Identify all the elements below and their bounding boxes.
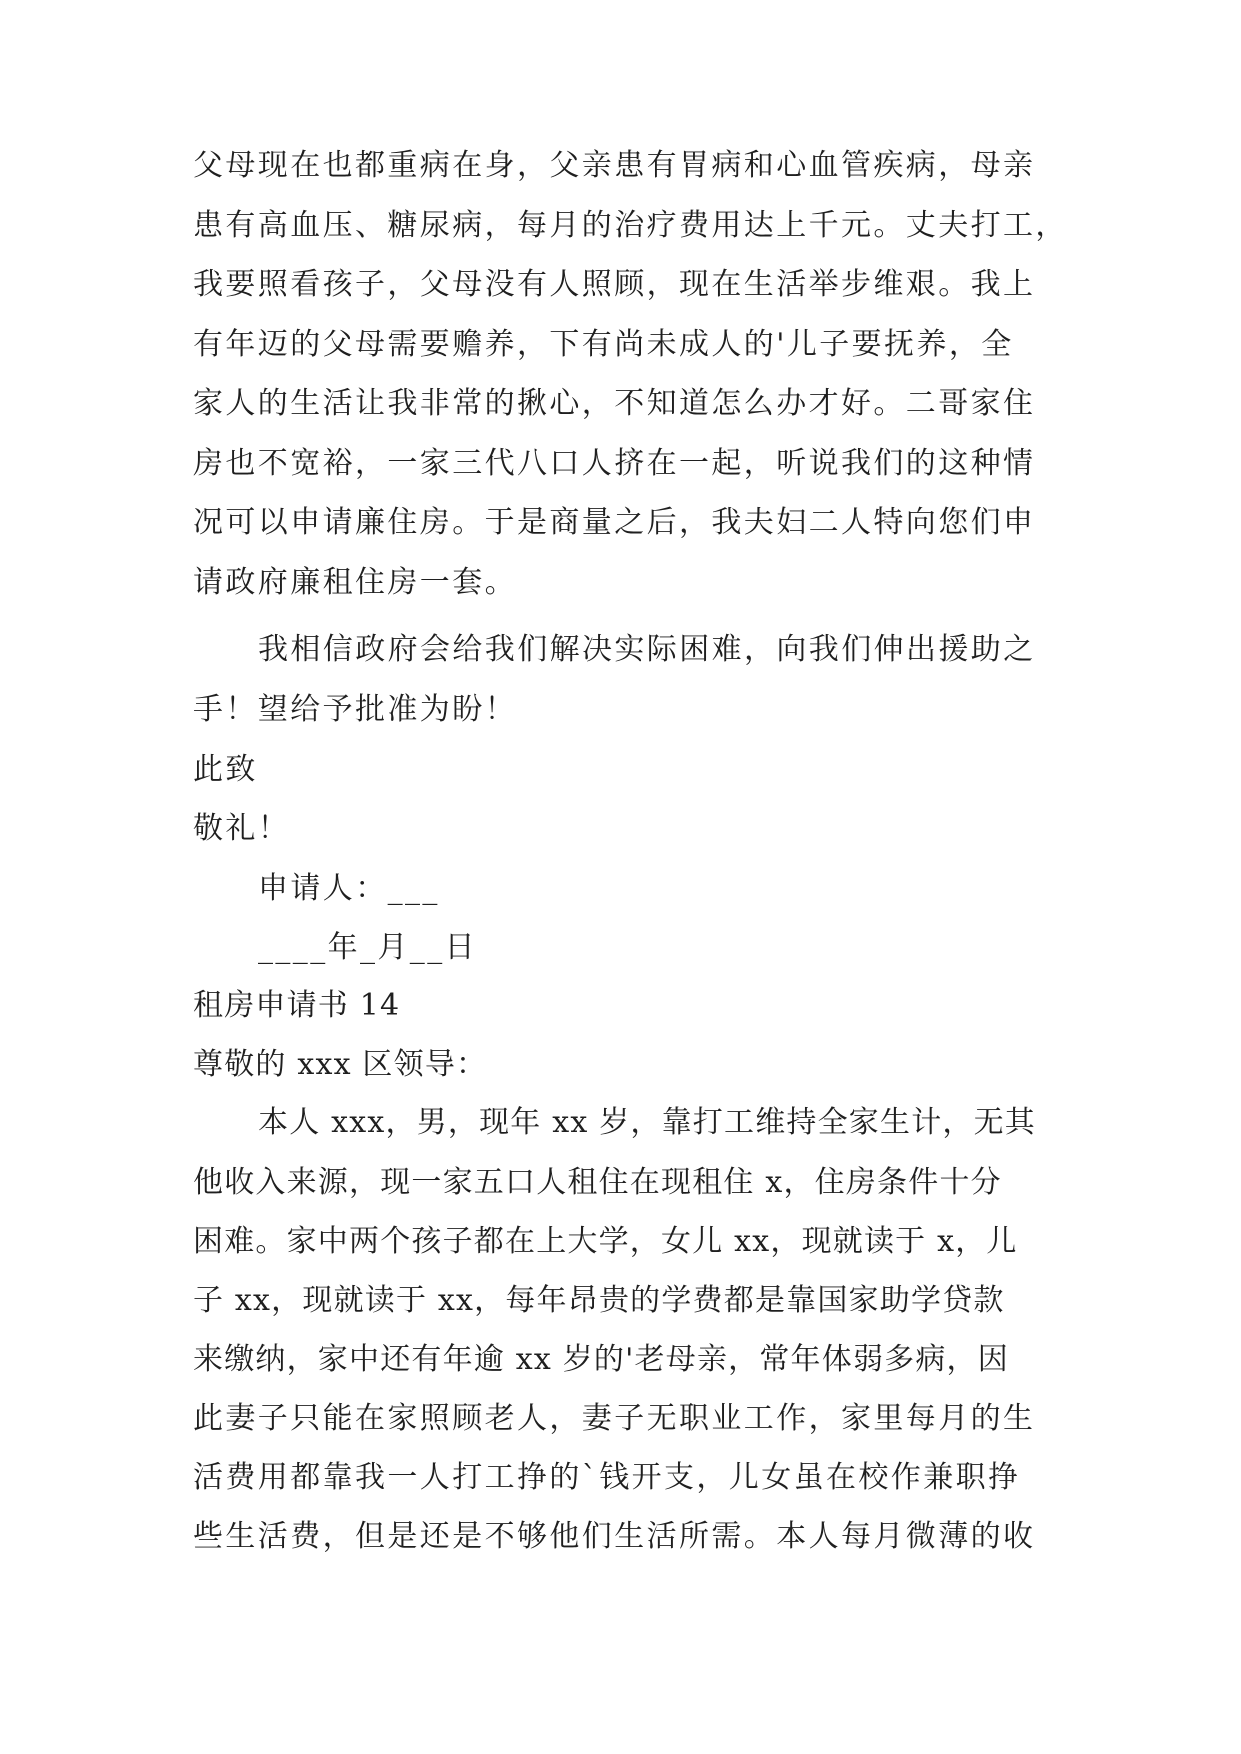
paragraph-line: 困难。家中两个孩子都在上大学，女儿 xx，现就读于 x，儿 (193, 1224, 1018, 1259)
closing-line: 敬礼！ (193, 811, 291, 846)
paragraph-line: 有年迈的父母需要赡养，下有尚未成人的'儿子要抚养，全 (193, 327, 1014, 362)
paragraph-line: 活费用都靠我一人打工挣的`钱开支，儿女虽在校作兼职挣 (193, 1460, 1021, 1495)
paragraph-line: 况可以申请廉住房。于是商量之后，我夫妇二人特向您们申 (193, 505, 1036, 540)
applicant-signature: 申请人：___ (258, 871, 440, 906)
paragraph-line: 患有高血压、糖尿病，每月的治疗费用达上千元。丈夫打工， (193, 208, 1068, 243)
paragraph-line: 家人的生活让我非常的揪心，不知道怎么办才好。二哥家住 (193, 386, 1036, 421)
salutation: 尊敬的 xxx 区领导： (193, 1047, 488, 1082)
section-title: 租房申请书 14 (193, 988, 401, 1023)
paragraph-line: 手！望给予批准为盼！ (193, 692, 517, 727)
paragraph-line: 子 xx，现就读于 xx，每年昂贵的学费都是靠国家助学贷款 (193, 1283, 1005, 1318)
closing-line: 此致 (193, 752, 258, 787)
paragraph-line: 些生活费，但是还是不够他们生活所需。本人每月微薄的收 (193, 1519, 1036, 1554)
paragraph-line: 此妻子只能在家照顾老人，妻子无职业工作，家里每月的生 (193, 1401, 1036, 1436)
paragraph-line: 父母现在也都重病在身，父亲患有胃病和心血管疾病，母亲 (193, 148, 1036, 183)
paragraph-line: 我相信政府会给我们解决实际困难，向我们伸出援助之 (258, 632, 1036, 667)
paragraph-line: 来缴纳，家中还有年逾 xx 岁的'老母亲，常年体弱多病，因 (193, 1342, 1009, 1377)
paragraph-line: 我要照看孩子，父母没有人照顾，现在生活举步维艰。我上 (193, 267, 1036, 302)
paragraph-line: 他收入来源，现一家五口人租住在现租住 x，住房条件十分 (193, 1165, 1002, 1200)
date-line: ____年_月__日 (258, 930, 477, 965)
paragraph-line: 本人 xxx，男，现年 xx 岁，靠打工维持全家生计，无其 (258, 1105, 1037, 1140)
paragraph-line: 请政府廉租住房一套。 (193, 565, 517, 600)
paragraph-line: 房也不宽裕，一家三代八口人挤在一起，听说我们的这种情 (193, 446, 1036, 481)
